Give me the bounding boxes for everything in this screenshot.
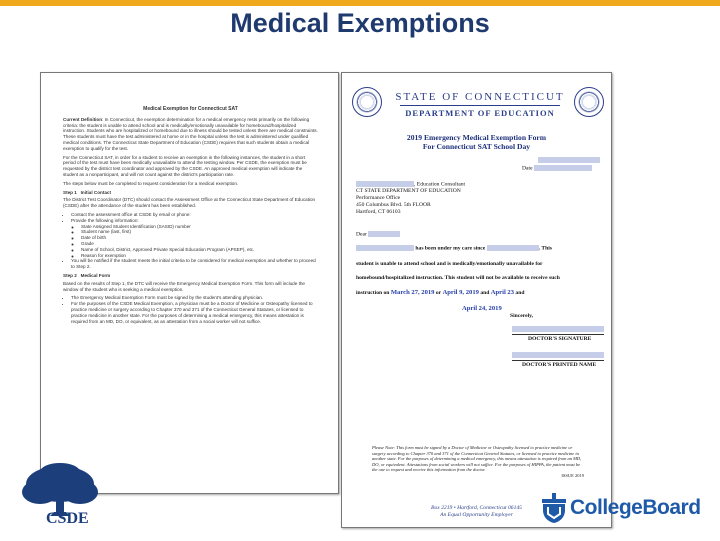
address-block xyxy=(356,181,606,216)
salutation xyxy=(356,231,400,238)
address-line: Hartford, CT 06103 xyxy=(356,209,401,216)
paragraph-3: The steps below must be completed to request consideration for a medical exemption. xyxy=(63,180,239,186)
csde-logo xyxy=(18,462,103,536)
date-label: Date xyxy=(522,165,533,172)
step1-list xyxy=(71,212,318,270)
step1-bullet-text: Provide the following information: xyxy=(71,217,139,223)
date-field-top[interactable] xyxy=(538,157,600,163)
test-date-2: April 9, 2019 xyxy=(442,289,479,296)
form-title-line-1: 2019 Emergency Medical Exemption Form xyxy=(406,133,547,142)
step1-subtitle: Initial Contact xyxy=(80,189,112,195)
address-line: Performance Office xyxy=(356,195,401,202)
step1-heading xyxy=(63,190,318,196)
signature-label: DOCTOR'S SIGNATURE xyxy=(528,336,592,342)
or-text: or xyxy=(434,290,443,296)
step1-sub-bullet: ◦ Date of birth xyxy=(81,235,318,241)
date-field[interactable] xyxy=(534,165,592,171)
signature-field[interactable] xyxy=(512,326,604,332)
body-line-2: homebound/hospitalized instruction. This student will not be available to receive such xyxy=(356,275,560,281)
care-text: has been under my care since xyxy=(415,245,486,252)
step1-bullet: • You will be notified if the student meets the initial criteria to be considered for medical exemption and whether to proceed to Step 2. xyxy=(71,258,318,270)
letterhead xyxy=(390,91,570,118)
physician-note xyxy=(372,445,584,479)
definition-paragraph xyxy=(63,117,318,152)
note-text: Please Note: This form must be signed by a Doctor of Medicine or Osteopathy licensed to practice medicine or surgery according to Chapter 370 and 371 of the Connecticut General Statutes, or licensed to practice medicine in another state. For the purposes of determining a medical emergency, this means attestation is required from an MD, DO, or equivalent. Attestations from social workers will not suffice. For the purposes of HIPPA, the patient must be the one to request and receive this information from the doctor. xyxy=(372,445,582,473)
step1-bullet xyxy=(71,218,318,259)
printed-name-line xyxy=(512,360,604,361)
collegeboard-logo xyxy=(540,492,710,524)
step2-subtitle: Medical Form xyxy=(80,272,111,278)
consultant-title: , Education Consultant xyxy=(414,181,466,188)
step1-sub-bullet: ◦ State Assigned Student Identification (SASID) number xyxy=(81,224,318,230)
note-issue: ISSUE 2019 xyxy=(561,472,584,478)
letterhead-divider xyxy=(400,105,560,106)
state-seal-icon xyxy=(574,87,604,117)
step2-bullet: • For the purposes of the CSDE Medical Exemption, a physician must be a Doctor of Medicine or Osteopathy licensed to practice medicine or surgery according to Chapter 370 and 371 of the Connecticut General Statutes, or licensed to practice medicine in another state. For the purposes of determining a medical emergency, this means attestation is required from an MD, DO, or equivalent, as an attestation from a social worker will not suffice. xyxy=(71,301,318,324)
form-title xyxy=(342,133,611,151)
footer-address: Box 2219 • Hartford, Connecticut 06145 xyxy=(431,505,522,511)
footer-tagline: An Equal Opportunity Employer xyxy=(440,512,513,518)
definition-label: Current Definition xyxy=(63,116,103,122)
state-seal-icon xyxy=(352,87,382,117)
paragraph-2: For the Connecticut SAT, in order for a student to receive an exemption in the following instances, the student in a short period of the test must have been medically unavailable to attend the testing window. Per CSDE, the exemption must be requested by the district test coordinator and approved by the CSDE. An approved medical exemption will indicate the student as a nonparticipant, and will not count against the district's participation rate. xyxy=(63,154,307,177)
accent-bar xyxy=(0,0,720,6)
consultant-name-field[interactable] xyxy=(356,181,414,187)
step2-heading xyxy=(63,273,318,279)
step2-list xyxy=(71,295,318,324)
emergency-medical-exemption-form xyxy=(341,72,612,528)
recipient-field[interactable] xyxy=(368,231,400,237)
care-period: . This xyxy=(538,245,552,252)
definition-text: : In Connecticut, the exemption determination for a medical emergency rests primarily on the following criteria: the student is unable to attend school and is medically/emotionally unavailable for homebound/hospitalized instruction. Students who are hospitalized or homebound due to illness should be tested unless there are medical constraints. These students must have the test administered at home or in the hospital unless the test is administered under qualified medical conditions. The Connecticut State Department of Education (CSDE) requires that such students obtain a medical exemption to qualify for the test. xyxy=(63,116,318,151)
body-line-3 xyxy=(356,289,606,297)
step1-title: Step 1 xyxy=(63,189,77,195)
step2-bullet: • The Emergency Medical Exemption Form must be signed by the student's attending physician. xyxy=(71,295,318,301)
csde-wordmark: CSDE xyxy=(46,510,89,527)
date-row xyxy=(522,165,592,172)
signature-line xyxy=(512,334,604,335)
step1-text: The District Test Coordinator (DTC) should contact the Assessment Office at the Connecticut State Department of Education (CSDE) after the attendance of the student has been established. xyxy=(63,197,316,209)
address-line xyxy=(356,181,606,188)
slide-title: Medical Exemptions xyxy=(230,8,490,38)
student-name-field[interactable] xyxy=(356,245,414,251)
sincerely: Sincerely, xyxy=(510,313,534,319)
step1-sub-bullet: ◦ Reason for exemption xyxy=(81,253,318,259)
department-name: DEPARTMENT OF EDUCATION xyxy=(405,108,555,118)
body-line-1: student is unable to attend school and is medically/emotionally unavailable for xyxy=(356,261,543,267)
instruction-on: instruction on xyxy=(356,290,390,296)
step1-bullet: • Contact the assessment office at CSDE by email or phone: xyxy=(71,212,318,218)
address-line: CT STATE DEPARTMENT OF EDUCATION xyxy=(356,188,461,195)
test-date-3: April 23 xyxy=(490,289,515,296)
care-line xyxy=(356,245,606,252)
care-since-field[interactable] xyxy=(487,245,539,251)
step1-sub-bullet: ◦ Grade xyxy=(81,241,318,247)
printed-name-label: DOCTOR'S PRINTED NAME xyxy=(522,362,597,368)
and-text-2: and xyxy=(514,290,525,296)
step1-sub-bullet: ◦ Name of School, District, Approved Private Special Education Program (APSEP), etc. xyxy=(81,247,318,253)
step1-sub-list xyxy=(81,224,318,259)
document-heading: Medical Exemption for Connecticut SAT xyxy=(143,106,238,112)
state-name: STATE OF CONNECTICUT xyxy=(395,91,565,103)
address-line: 450 Columbus Blvd. 5th FLOOR xyxy=(356,202,431,209)
test-date-4: April 24, 2019 xyxy=(462,305,502,312)
step2-title: Step 2 xyxy=(63,272,77,278)
form-title-line-2: For Connecticut SAT School Day xyxy=(422,142,531,151)
dear-label: Dear xyxy=(356,231,367,238)
instructions-body xyxy=(63,107,318,326)
and-text: and xyxy=(478,290,491,296)
step2-text: Based on the results of Step 1, the DTC will receive the Emergency Medical Exemption Form. This form will include the window of the student who is seeking a medical exemption. xyxy=(63,280,305,292)
printed-name-field[interactable] xyxy=(512,352,604,358)
acorn-icon xyxy=(540,492,568,524)
collegeboard-wordmark: CollegeBoard xyxy=(570,496,701,519)
medical-exemption-instructions-document xyxy=(40,72,339,494)
step1-sub-bullet: ◦ Student name (last, first) xyxy=(81,229,318,235)
test-date-1: March 27, 2019 xyxy=(390,289,435,296)
